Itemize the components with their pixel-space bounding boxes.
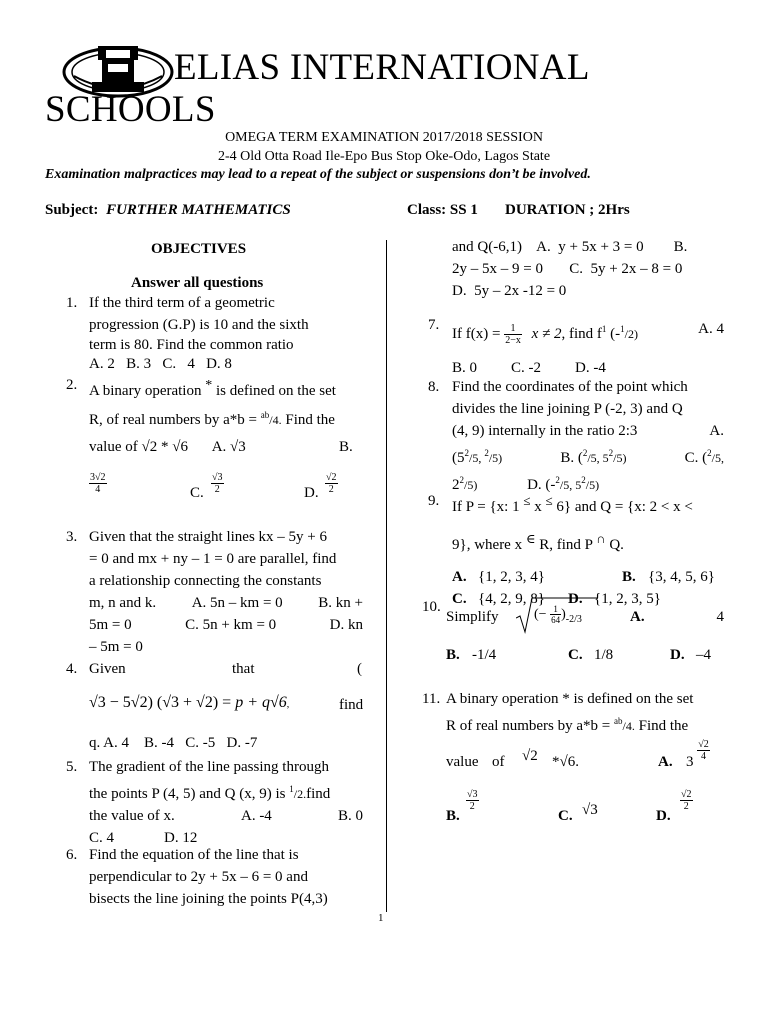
school-address: 2-4 Old Otta Road Ile-Epo Bus Stop Oke-Odo, Lagos State bbox=[217, 149, 551, 164]
q3-option-c: C. 5n + km = 0 bbox=[185, 617, 277, 633]
q10-radicand: (− $\frac{1}{64}$ )$_{-2/3}$ bbox=[534, 604, 582, 626]
q3-line2: = 0 and mx + ny – 1 = 0 are parallel, find bbox=[89, 551, 337, 567]
denominator: 2 bbox=[214, 484, 220, 495]
question-number: 6. bbox=[66, 847, 78, 863]
option-b-label: B. bbox=[339, 439, 353, 455]
q9-text: 6} and Q = {x: 2 < x < bbox=[556, 499, 693, 515]
q8-option-b bbox=[560, 442, 626, 469]
sqrt2-expression: √2 bbox=[141, 439, 158, 455]
fraction bbox=[550, 604, 561, 625]
text-part: /5) bbox=[488, 451, 503, 465]
q11-option-c-label: C. bbox=[558, 808, 573, 824]
question-number: 2. bbox=[66, 377, 78, 393]
sqrt6: √6 bbox=[559, 754, 576, 770]
q10-option-d: –4 bbox=[696, 647, 711, 663]
radical: √2 bbox=[95, 472, 106, 483]
denominator: 4 bbox=[701, 751, 706, 763]
q8-line2: divides the line joining P (-2, 3) and Q bbox=[452, 401, 683, 417]
text-part: /5, bbox=[469, 451, 485, 465]
q7-text: /2) bbox=[624, 327, 638, 341]
q7-text: If f(x) = bbox=[452, 326, 501, 342]
numerator bbox=[89, 472, 107, 484]
q4-expression bbox=[89, 692, 289, 716]
text-part: C. ( bbox=[684, 450, 708, 466]
text-part: (5 bbox=[452, 450, 465, 466]
q7-option-d: D. -4 bbox=[575, 360, 606, 376]
q6-continuation bbox=[452, 236, 724, 302]
denominator: 2 bbox=[683, 801, 689, 812]
q10-option-b-label: B. bbox=[446, 647, 460, 663]
column-divider bbox=[386, 240, 387, 912]
q11-line1: A binary operation * is defined on the set bbox=[446, 691, 694, 707]
q6-line1: Find the equation of the line that is bbox=[89, 847, 299, 863]
superscript: 1 bbox=[620, 324, 625, 334]
section-instruction: Answer all questions bbox=[131, 275, 264, 291]
q5-text: /2. bbox=[293, 787, 307, 801]
element-of-symbol: ∈ bbox=[525, 531, 536, 546]
text-part: /5) bbox=[613, 451, 627, 465]
fraction bbox=[466, 789, 479, 812]
q5-option-c: C. 4 bbox=[89, 830, 115, 846]
option-a-value: √3 bbox=[230, 439, 246, 455]
q11-text: R of real numbers by a*b = bbox=[446, 718, 611, 734]
q4-text: find bbox=[339, 697, 364, 713]
question-number: 4. bbox=[66, 661, 78, 677]
superscript: 2 bbox=[581, 475, 586, 485]
denominator: 2−x bbox=[505, 335, 521, 347]
q6-cont-line3: D. 5y – 2x -12 = 0 bbox=[452, 283, 567, 299]
q10-option-c: 1/8 bbox=[594, 647, 614, 663]
left-column bbox=[45, 236, 363, 916]
q10-option-b: -1/4 bbox=[472, 647, 497, 663]
text-part: B. ( bbox=[560, 450, 583, 466]
numerator: √2 bbox=[326, 472, 337, 483]
q3-line1: Given that the straight lines kx – 5y + 6 bbox=[89, 529, 328, 545]
q9-option-b: {3, 4, 5, 6} bbox=[648, 569, 715, 585]
condition: x ≠ 2 bbox=[531, 326, 562, 342]
q5-option-d: D. 12 bbox=[164, 830, 198, 846]
q7-text: , find f bbox=[561, 326, 602, 342]
q6-cont-line1: and Q(-6,1) A. y + 5x + 3 = 0 B. bbox=[452, 239, 688, 255]
question-number: 10. bbox=[422, 599, 441, 615]
denominator: 64 bbox=[551, 615, 561, 626]
q11-option-a-label: A. bbox=[658, 754, 673, 770]
numerator: √3 bbox=[212, 472, 223, 483]
q4-expression-part: √3 − 5√2) (√3 + √2) = bbox=[89, 694, 236, 711]
fraction bbox=[211, 472, 224, 495]
q8-text: A. bbox=[709, 423, 724, 439]
fraction bbox=[504, 323, 522, 346]
option-d-label: D. bbox=[304, 485, 319, 501]
q9-text: 9}, where x bbox=[452, 537, 523, 553]
class-label: Class: SS 1 bbox=[407, 202, 478, 218]
question-text bbox=[452, 314, 724, 379]
minus: − bbox=[538, 607, 547, 622]
q5-text: the points P (4, 5) and Q (x, 9) is bbox=[89, 786, 286, 802]
q10-option-a: 4 bbox=[716, 609, 724, 625]
question-text bbox=[89, 374, 363, 462]
subject-label: Subject: bbox=[45, 202, 99, 218]
q9-option-b-label: B. bbox=[622, 569, 636, 585]
question-text bbox=[89, 658, 363, 754]
q6-line3: bisects the line joining the points P(4,3) bbox=[89, 891, 328, 907]
q10-option-a-label: A. bbox=[630, 609, 645, 625]
q1-line2: progression (G.P) is 10 and the sixth bbox=[89, 317, 309, 333]
q9-option-a: {1, 2, 3, 4} bbox=[478, 569, 545, 585]
q1-options: A. 2 B. 3 C. 4 D. 8 bbox=[89, 356, 232, 372]
denominator: 2 bbox=[469, 801, 475, 812]
q3-option-d: D. kn bbox=[329, 617, 363, 633]
q8-option-c bbox=[685, 442, 724, 469]
text-part: 2 bbox=[452, 477, 460, 493]
q4-comma: , bbox=[286, 699, 290, 710]
numerator: 1 bbox=[550, 604, 561, 615]
numerator: 1 bbox=[504, 323, 522, 335]
superscript: 2 bbox=[582, 448, 588, 458]
q4-text: that bbox=[232, 661, 255, 677]
q6-cont-line2: 2y – 5x – 9 = 0 C. 5y + 2x – 8 = 0 bbox=[452, 261, 683, 277]
superscript: 2 bbox=[555, 475, 560, 485]
q11-text: Find the bbox=[638, 718, 689, 734]
q3-text: m, n and k. bbox=[89, 595, 157, 611]
question-number: 7. bbox=[428, 317, 440, 333]
superscript: 1 bbox=[601, 324, 607, 334]
text-part: /5, 5 bbox=[587, 451, 609, 465]
q11-option-b-label: B. bbox=[446, 808, 460, 824]
superscript: ab bbox=[260, 410, 270, 420]
question-text bbox=[452, 376, 724, 496]
q2-text: R, of real numbers by a*b = bbox=[89, 412, 258, 428]
exam-title: OMEGA TERM EXAMINATION 2017/2018 SESSION bbox=[225, 130, 543, 145]
fraction bbox=[325, 472, 338, 495]
superscript: 1 bbox=[289, 784, 294, 794]
right-column bbox=[422, 236, 724, 916]
le-symbol: ≤ bbox=[523, 493, 531, 508]
q5-text: find bbox=[306, 786, 331, 802]
q5-line1: The gradient of the line passing through bbox=[89, 759, 329, 775]
q9-text: R, find P bbox=[539, 537, 593, 553]
q7-text: (- bbox=[610, 326, 621, 342]
q1-line3: term is 80. Find the common ratio bbox=[89, 337, 294, 353]
question-number: 1. bbox=[66, 295, 78, 311]
question-text bbox=[89, 844, 363, 910]
q9-option-a-label: A. bbox=[452, 569, 467, 585]
numerator: √3 bbox=[467, 789, 478, 800]
q8-option-a bbox=[452, 442, 502, 469]
q2-text: value of bbox=[89, 439, 138, 455]
q3-option-b: B. kn + bbox=[318, 595, 363, 611]
subject-value: FURTHER MATHEMATICS bbox=[106, 202, 291, 218]
q11-text: /4. bbox=[622, 719, 635, 733]
sqrt2-expression: √2 bbox=[522, 748, 538, 764]
question-text bbox=[89, 292, 363, 374]
numerator: √2 bbox=[698, 739, 709, 751]
q2-text: Find the bbox=[285, 412, 335, 428]
superscript: 2 bbox=[459, 475, 464, 485]
digit: 3 bbox=[686, 754, 694, 770]
q11-text: of bbox=[492, 754, 505, 770]
q11-option-a bbox=[686, 739, 710, 770]
q10-option-c-label: C. bbox=[568, 647, 583, 663]
q3-line3: a relationship connecting the constants bbox=[89, 573, 322, 589]
exponent: -2/3 bbox=[565, 613, 582, 625]
text-part: /5, 5 bbox=[559, 478, 582, 492]
question-number: 11. bbox=[422, 691, 441, 707]
q3-option-a: A. 5n – km = 0 bbox=[191, 595, 283, 611]
q10-text: Simplify bbox=[446, 609, 499, 625]
asterisk-sqrt6: *√6. bbox=[552, 754, 579, 770]
malpractice-notice: Examination malpractices may lead to a repeat of the subject or suspensions don’t be involved. bbox=[45, 167, 591, 182]
q2-text: A binary operation bbox=[89, 383, 202, 399]
fraction bbox=[89, 472, 107, 495]
question-text bbox=[89, 756, 363, 849]
asterisk: * bbox=[205, 378, 213, 393]
q3-line6: – 5m = 0 bbox=[89, 639, 143, 655]
duration-label: DURATION ; 2Hrs bbox=[505, 202, 630, 218]
q2-text: is defined on the set bbox=[215, 383, 336, 399]
fraction bbox=[697, 739, 710, 762]
option-c-label: C. bbox=[190, 485, 204, 501]
q5-text: the value of x. bbox=[89, 808, 175, 824]
q8-line1: Find the coordinates of the point which bbox=[452, 379, 688, 395]
q9-text: If P = {x: 1 bbox=[452, 499, 520, 515]
school-name-line1: ELIAS INTERNATIONAL bbox=[174, 47, 590, 88]
q9-text: x bbox=[534, 499, 542, 515]
q8-text: (4, 9) internally in the ratio 2:3 bbox=[452, 423, 638, 439]
intersection-symbol: ∩ bbox=[596, 531, 606, 546]
subject-line bbox=[45, 202, 291, 219]
q7-option-c: C. -2 bbox=[511, 360, 542, 376]
superscript: 2 bbox=[608, 448, 614, 458]
q5-option-a: A. -4 bbox=[240, 808, 272, 824]
numerator: √2 bbox=[681, 789, 692, 800]
superscript: 2 bbox=[484, 448, 489, 458]
section-title: OBJECTIVES bbox=[151, 241, 247, 257]
question-number: 3. bbox=[66, 529, 78, 545]
le-symbol: ≤ bbox=[545, 493, 553, 508]
question-number: 8. bbox=[428, 379, 440, 395]
text-part: /5, bbox=[711, 451, 724, 465]
q10-option-d-label: D. bbox=[670, 647, 685, 663]
q4-text: Given bbox=[89, 661, 126, 677]
q9-option-d-label: D. bbox=[568, 591, 583, 607]
question-number: 9. bbox=[428, 493, 440, 509]
text-part: /5) bbox=[464, 478, 478, 492]
q7-option-a: A. 4 bbox=[698, 321, 724, 337]
q9-option-c: {4, 2, 9, 8} bbox=[478, 591, 545, 607]
q2-options-row bbox=[89, 472, 363, 506]
denominator: 2 bbox=[328, 484, 334, 495]
asterisk: * bbox=[160, 439, 169, 455]
sqrt6-expression: √6 bbox=[172, 439, 188, 455]
q4-text: ( bbox=[357, 661, 362, 677]
q5-option-b: B. 0 bbox=[337, 808, 363, 824]
q11-option-d-label: D. bbox=[656, 808, 671, 824]
q7-option-b: B. 0 bbox=[452, 360, 478, 376]
q4-expression-part: p + q√6 bbox=[235, 694, 287, 711]
q4-options: q. A. 4 B. -4 C. -5 D. -7 bbox=[89, 735, 258, 751]
q11-option-c: √3 bbox=[582, 802, 598, 818]
page-number: 1 bbox=[378, 912, 384, 924]
superscript: ab bbox=[614, 716, 623, 726]
question-text bbox=[446, 688, 724, 827]
school-name-line2: SCHOOLS bbox=[45, 89, 216, 130]
text-part: D. (- bbox=[527, 477, 556, 493]
superscript: 2 bbox=[707, 448, 712, 458]
digit: 3 bbox=[90, 472, 95, 483]
q2-text: /4. bbox=[269, 413, 282, 427]
question-text bbox=[452, 490, 724, 610]
question-number: 5. bbox=[66, 759, 78, 775]
q9-option-d: {1, 2, 3, 5} bbox=[594, 591, 661, 607]
question-text bbox=[446, 596, 724, 666]
option-a-label: A. bbox=[211, 439, 227, 455]
q6-line2: perpendicular to 2y + 5x – 6 = 0 and bbox=[89, 869, 308, 885]
question-text bbox=[89, 526, 363, 658]
fraction bbox=[680, 789, 693, 812]
q1-line1: If the third term of a geometric bbox=[89, 295, 275, 311]
denominator: 4 bbox=[95, 484, 101, 495]
q3-text: 5m = 0 bbox=[89, 617, 132, 633]
q9-text: Q. bbox=[609, 537, 624, 553]
text-part: /5) bbox=[585, 478, 600, 492]
asterisk: * bbox=[552, 754, 560, 770]
q9-option-c-label: C. bbox=[452, 591, 467, 607]
superscript: 2 bbox=[464, 448, 469, 458]
q11-text: value bbox=[446, 754, 479, 770]
